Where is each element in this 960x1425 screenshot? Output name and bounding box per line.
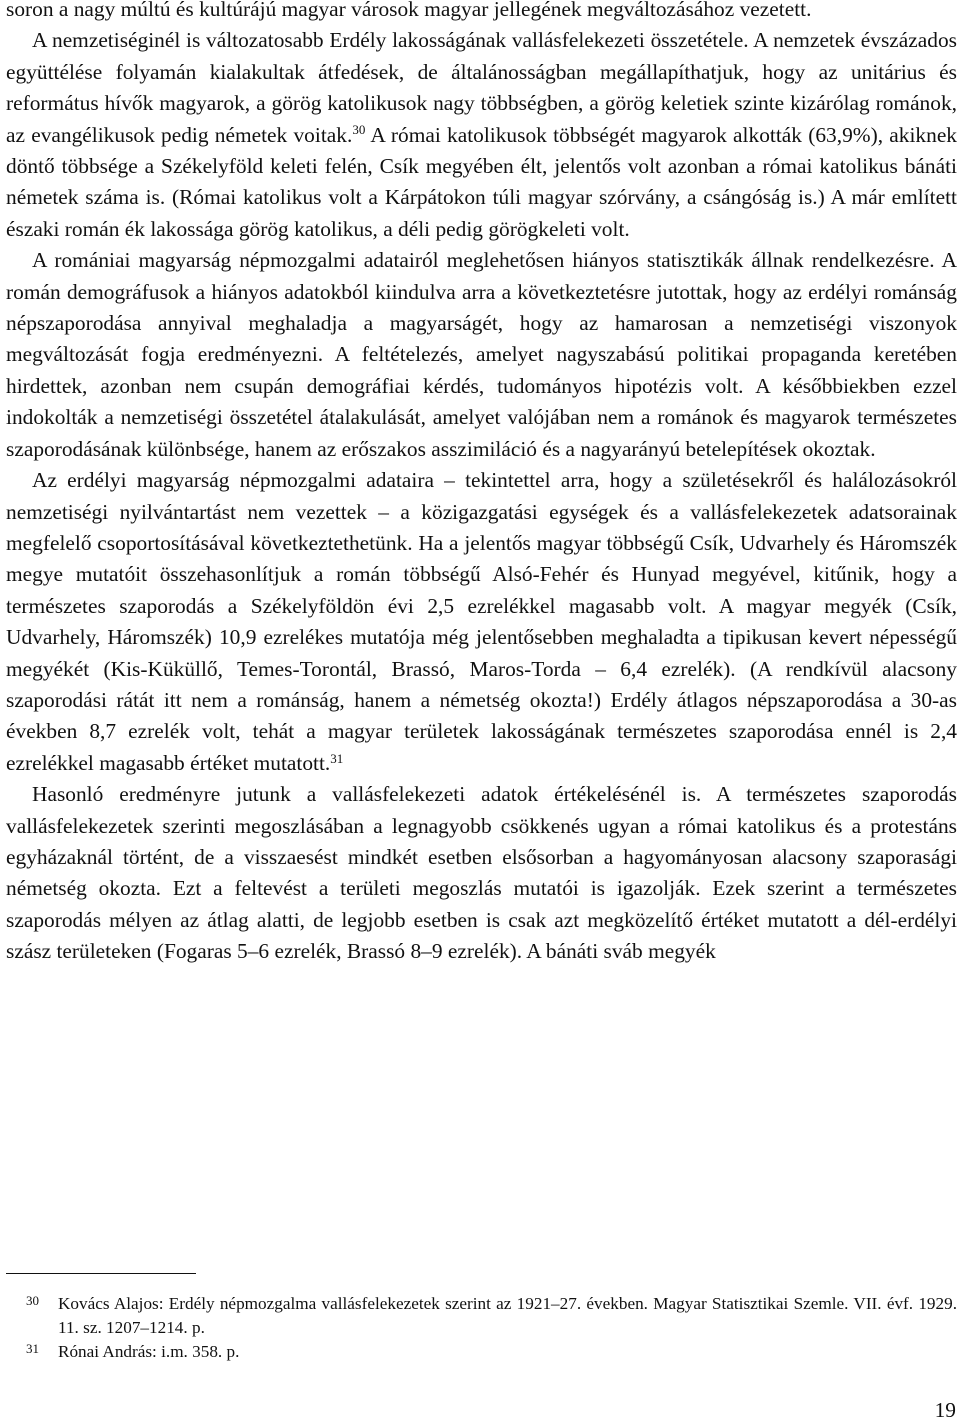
paragraph-3: A romániai magyarság népmozgalmi adatairól meglehetősen hiányos statisztikák állnak rendelkezésre. A román demográfusok a hiányos adatokból kiindulva arra a következtetésre jutottak, hogy az erdélyi románság népszaporodása annyival meghaladja a magyarságét, hogy az hamarosan a nemzetiségi viszonyok megváltozását fogja eredményezni. A feltételezés, amelyet nagyszabású politikai propaganda keretében hirdettek, azonban nem csupán demográfiai kérdés, tudományos hipotézis volt. A későbbiekben ezzel indokolták a nemzetiségi összetétel átalakulását, amelyet valójában nem a románok és magyarok természetes szaporodásának különbsége, hanem az erőszakos asszimiláció és a nagyarányú betelepítések okoztak. [6, 248, 957, 461]
paragraph-1: soron a nagy múltú és kultúrájú magyar városok magyar jellegének megváltozásához vezetett. [6, 0, 812, 21]
paragraph-5: Hasonló eredményre jutunk a vallásfelekezeti adatok értékelésénél is. A természetes szaporodás vallásfelekezetek szerinti megoszlásában a legnagyobb csökkenés ugyan a római katolikus és a protestáns egyházaknál történt, de a visszaesést mindkét esetben elsősorban a hagyományosan alacsony szaporasági németség okozta. Ezt a feltevést a területi megoszlás mutatói is igazolják. Ezek szerint a természetes szaporodás mélyen az átlag alatti, de legjobb esetben is csak azt megközelítő értéket mutatott a dél-erdélyi szász területeken (Fogaras 5–6 ezrelék, Brassó 8–9 ezrelék). A bánáti sváb megyék [6, 782, 957, 964]
footnote-text: Rónai András: i.m. 358. p. [58, 1342, 240, 1361]
page-number: 19 [934, 1398, 956, 1422]
paragraph-2-text: A nemzetiséginél is változatosabb Erdély lakosságának vallásfelekezeti összetétele. A nemzetek évszázados együttélése folyamán kialakultak átfedések, de általánosságban megállapíthatjuk, hogy az unitárius és református hívők magyarok, a görög katolikusok nagy többségben, a görög keletiek szinte kizárólag románok, az evangélikusok pedig németek voitak. [6, 28, 957, 147]
footnote-30 [6, 1292, 957, 1340]
footnote-number: 31 [26, 1341, 39, 1356]
footnote-text: Kovács Alajos: Erdély népmozgalma vallásfelekezetek szerint az 1921–27. években. Magyar Statisztikai Szemle. VII. évf. 1929. 11. sz. 1207–1214. p. [58, 1294, 957, 1337]
footnote-number: 30 [26, 1293, 39, 1308]
body-text [6, 0, 957, 968]
footnote-separator [6, 1273, 196, 1274]
footnote-31 [6, 1340, 957, 1364]
paragraph-2-continued: A római katolikusok többségét magyarok alkották (63,9%), akiknek döntő többsége a Székelyföld keleti felén, Csík megyében élt, jelentős volt azonban a római katolikus bánáti németek száma is. (Római katolikus volt a Kárpátokon túli magyar szórvány, a csángóság is.) A már említett északi román ék lakossága görög katolikus, a déli pedig görögkeleti volt. [6, 122, 958, 241]
paragraph-4-text: Az erdélyi magyarság népmozgalmi adataira – tekintettel arra, hogy a születésekről és halálozásokról nemzetiségi nyilvántartást nem vezettek – a közigazgatási egységek és a vallásfelekezetek adatsorainak megfelelő csoportosításával következtethetünk. Ha a jelentős magyar többségű Csík, Udvarhely és Háromszék megye mutatóit összehasonlítjuk a román többségű Alsó-Fehér és Hunyad megyével, kitűnik, hogy a természetes szaporodás a Székelyföldön évi 2,5 ezrelékkel magasabb volt. A magyar megyék (Csík, Udvarhely, Háromszék) 10,9 ezrelékes mutatója még jelentősebben meghaladta a tipikusan kevert népességű megyékét (Kis-Küküllő, Temes-Torontál, Brassó, Maros-Torda – 6,4 ezrelék). (A rendkívül alacsony szaporodási rátát itt nem a románság, hanem a németség okozta!) Erdély átlagos népszaporodása a 30-as években 8,7 ezrelék volt, tehát a magyar területek lakosságának természetes szaporodása ennél is 2,4 ezrelékkel magasabb értéket mutatott. [6, 468, 957, 775]
paragraph-2 [6, 25, 957, 245]
footnotes [6, 1292, 957, 1364]
footnote-ref-31: 31 [330, 750, 344, 766]
footnote-ref-30: 30 [352, 122, 366, 138]
paragraph-4 [6, 465, 957, 779]
